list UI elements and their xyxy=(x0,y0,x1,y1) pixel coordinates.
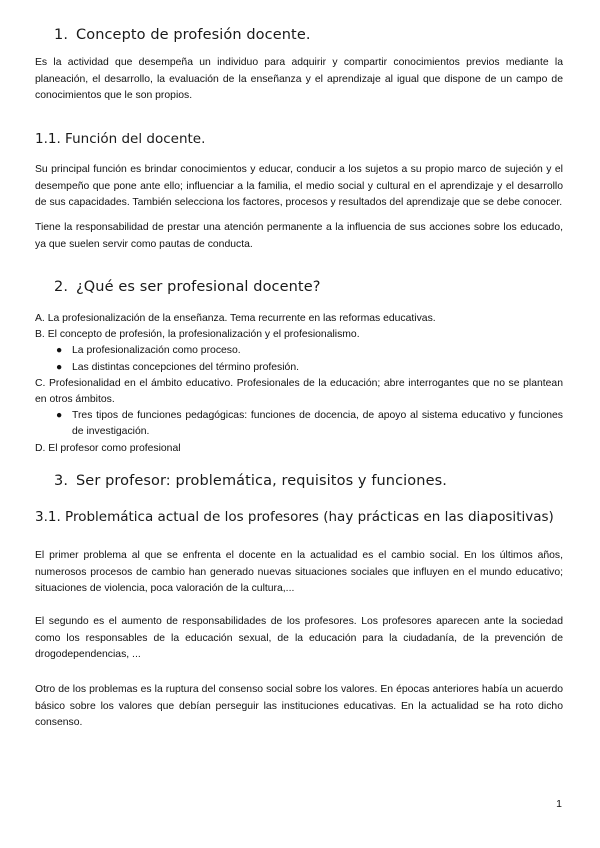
list-item-b-sub-1-text: La profesionalización como proceso. xyxy=(72,345,241,357)
section-1-1-paragraph-1: Su principal función es brindar conocimientos y educar, conducir a los sujetos a su propio marco de sujeción y el desempeño que pone ante ello; influenciar a la familia, el medio social y cultural en el aprendizaje y el desarrollo de sus capacidades. También selecciona los factores, procesos y resultados del aprendizaje que se debe conocer. xyxy=(35,164,563,208)
section-3-1-paragraph-1: El primer problema al que se enfrenta el docente en la actualidad es el cambio social. En los últimos años, numerosos procesos de cambio han generado nuevas situaciones sociales que influyen en el mundo educativo; situaciones de violencia, poca valoración de la cultura,... xyxy=(35,550,563,594)
section-3-number: 3. xyxy=(54,473,69,489)
section-2-title: ¿Qué es ser profesional docente? xyxy=(76,279,321,295)
section-1-1-paragraph-2: Tiene la responsabilidad de prestar una atención permanente a la influencia de sus acciones sobre los educado, ya que suelen servir como pautas de conducta. xyxy=(35,222,563,250)
section-2-list xyxy=(35,311,563,457)
page-number: 1 xyxy=(556,798,562,810)
list-item-b-sub-2-text: Las distintas concepciones del término profesión. xyxy=(72,361,299,373)
section-3-title: Ser profesor: problemática, requisitos y funciones. xyxy=(76,473,447,489)
bullet-icon: ● xyxy=(56,410,63,422)
list-item-c-sub-1 xyxy=(35,408,563,440)
section-3-1-paragraph-3: Otro de los problemas es la ruptura del consenso social sobre los valores. En épocas anteriores había un acuerdo básico sobre los valores que debían perseguir las instituciones educativas. En la actualidad se ha roto dicho consenso. xyxy=(35,684,563,728)
list-item-d: D. El profesor como profesional xyxy=(35,442,181,454)
list-item-c: C. Profesionalidad en el ámbito educativo. Profesionales de la educación; abre interrogantes que no se plantean en otros ámbitos. xyxy=(35,377,563,406)
section-1-heading xyxy=(54,27,311,43)
section-3-heading xyxy=(54,473,447,489)
list-item-c-sub-1-text: Tres tipos de funciones pedagógicas: funciones de docencia, de apoyo al sistema educativo y funciones de investigación. xyxy=(72,410,563,438)
section-1-1-heading: 1.1. Función del docente. xyxy=(35,131,206,147)
section-2-number: 2. xyxy=(54,279,69,295)
section-3-1-paragraph-2: El segundo es el aumento de responsabilidades de los profesores. Los profesores aparecen ante la sociedad como los responsables de la educación sexual, de la educación para la ciudadanía, de la prevención de drogodependencias, ... xyxy=(35,616,563,660)
list-item-b-sub-1 xyxy=(35,343,563,359)
bullet-icon: ● xyxy=(56,345,63,357)
section-1-number: 1. xyxy=(54,27,69,43)
section-1-paragraph: Es la actividad que desempeña un individuo para adquirir y compartir conocimientos previos mediante la planeación, el desarrollo, la evaluación de la enseñanza y el aprendizaje al igual que dispone de un campo de conocimientos que le son propios. xyxy=(35,57,563,101)
list-item-b: B. El concepto de profesión, la profesionalización y el profesionalismo. xyxy=(35,329,360,341)
list-item-a: A. La profesionalización de la enseñanza. Tema recurrente en las reformas educativas. xyxy=(35,313,436,324)
section-3-1-heading: 3.1. Problemática actual de los profesores (hay prácticas en las diapositivas) xyxy=(35,509,554,525)
bullet-icon: ● xyxy=(56,361,63,373)
section-2-heading xyxy=(54,279,321,295)
list-item-b-sub-2 xyxy=(35,360,563,376)
section-1-title: Concepto de profesión docente. xyxy=(76,27,311,43)
